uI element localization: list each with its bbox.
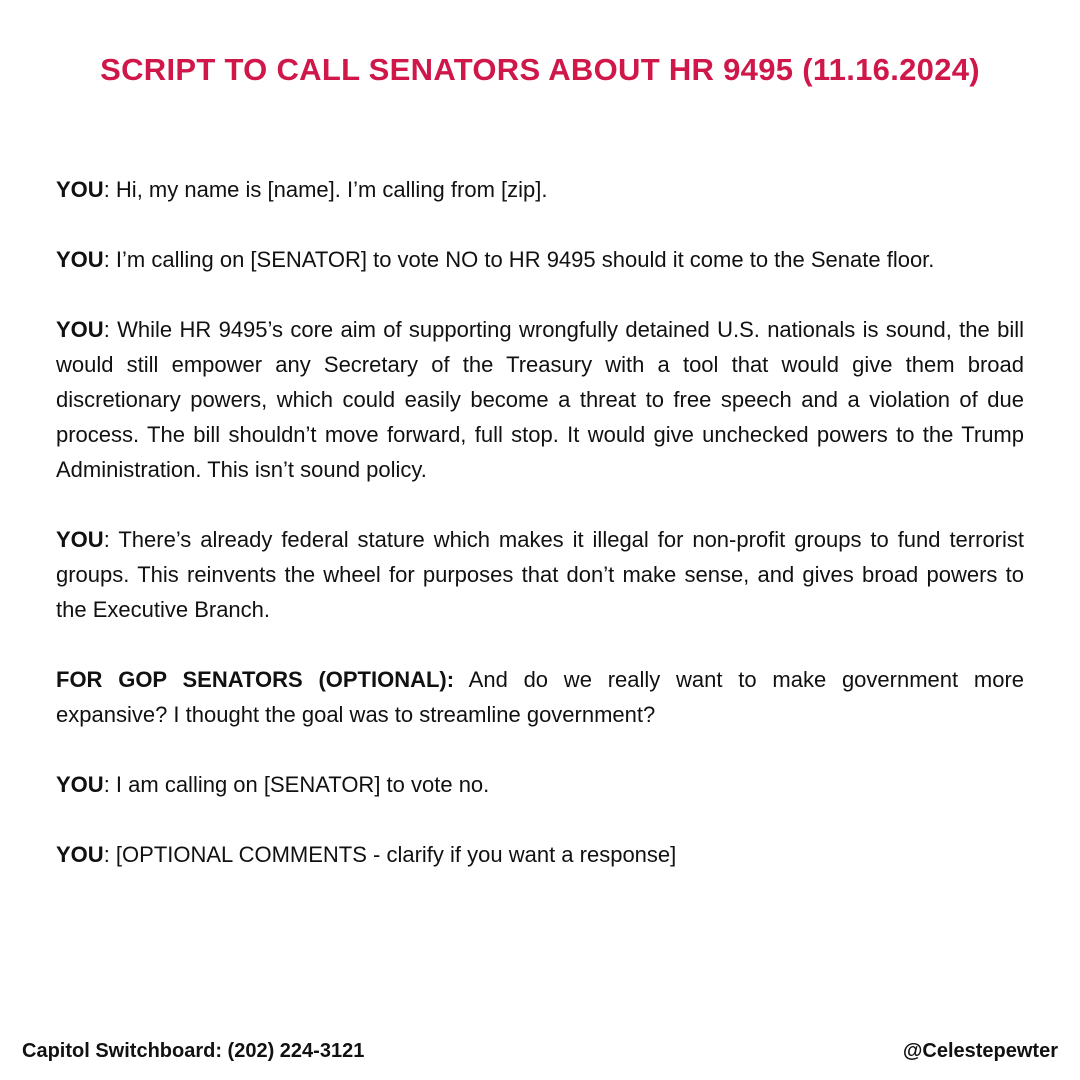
speaker-label: YOU xyxy=(56,772,104,797)
script-body xyxy=(56,172,1024,907)
speaker-label: YOU xyxy=(56,177,104,202)
script-paragraph xyxy=(56,242,1024,277)
script-paragraph xyxy=(56,172,1024,207)
speaker-label: YOU xyxy=(56,317,104,342)
speaker-label: FOR GOP SENATORS (OPTIONAL): xyxy=(56,667,455,692)
script-text: Hi, my name is [name]. I’m calling from [zip]. xyxy=(115,177,548,202)
script-paragraph xyxy=(56,662,1024,732)
script-text: There’s already federal stature which makes it illegal for non-profit groups to fund terrorist groups. This reinvents the wheel for purposes that don’t make sense, and gives broad powers to the Executive Branch. xyxy=(56,527,1025,622)
script-text: I’m calling on [SENATOR] to vote NO to HR 9495 should it come to the Senate floor. xyxy=(115,247,935,272)
page-title: SCRIPT TO CALL SENATORS ABOUT HR 9495 (11.16.2024) xyxy=(100,52,980,87)
separator: : xyxy=(103,772,116,797)
separator xyxy=(454,667,469,692)
script-paragraph xyxy=(56,767,1024,802)
speaker-label: YOU xyxy=(56,842,104,867)
separator: : xyxy=(103,317,118,342)
speaker-label: YOU xyxy=(56,247,104,272)
script-text: And do we really want to make government more expansive? I thought the goal was to streamline government? xyxy=(56,667,1025,727)
separator: : xyxy=(103,177,116,202)
script-paragraph xyxy=(56,312,1024,487)
switchboard-number: Capitol Switchboard: (202) 224-3121 xyxy=(22,1040,365,1062)
script-text: While HR 9495’s core aim of supporting wrongfully detained U.S. nationals is sound, the bill would still empower any Secretary of the Treasury with a tool that would give them broad discretionary powers, which could easily become a threat to free speech and a violation of due process. The bill shouldn’t move forward, full stop. It would give unchecked powers to the Trump Administration. This isn’t sound policy. xyxy=(56,317,1024,482)
author-handle: @Celestepewter xyxy=(902,1040,1058,1062)
separator: : xyxy=(103,247,116,272)
separator: : xyxy=(103,527,119,552)
speaker-label: YOU xyxy=(56,527,104,552)
script-text: I am calling on [SENATOR] to vote no. xyxy=(115,772,490,797)
script-text: [OPTIONAL COMMENTS - clarify if you want a response] xyxy=(115,842,677,867)
script-paragraph xyxy=(56,837,1024,872)
script-paragraph xyxy=(56,522,1024,627)
separator: : xyxy=(103,842,116,867)
